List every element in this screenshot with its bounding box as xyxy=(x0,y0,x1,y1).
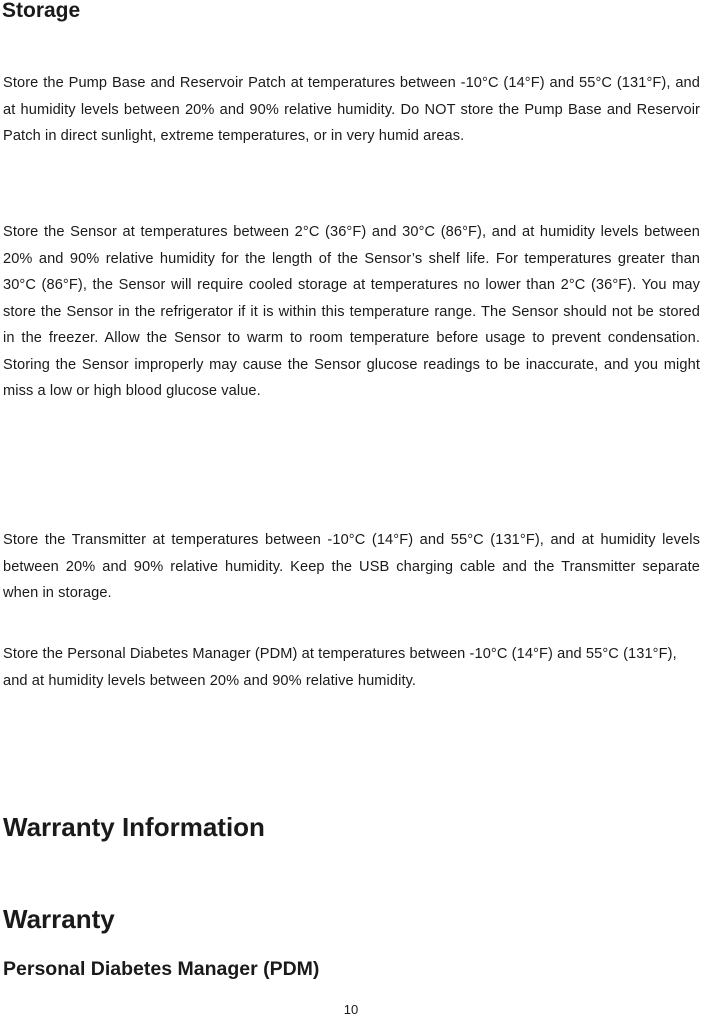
pdm-storage-paragraph: Store the Personal Diabetes Manager (PDM) at temperatures between -10°C (14°F) and 55°C (131°F), and at humidity levels between 20% and 90% relative humidity. xyxy=(3,646,677,689)
warranty-heading: Warranty xyxy=(3,904,115,934)
warranty-information-heading: Warranty Information xyxy=(3,812,265,842)
pump-base-storage-paragraph: Store the Pump Base and Reservoir Patch at temperatures between -10°C (14°F) and 55°C (131°F), and at humidity levels between 20% and 90% relative humidity. Do NOT store the Pump Base and Reservoir Patch in direct sunlight, extreme temperatures, or in very humid areas. xyxy=(3,75,700,144)
page-number: 10 xyxy=(343,1002,359,1017)
pdm-subheading: Personal Diabetes Manager (PDM) xyxy=(3,958,320,980)
storage-heading: Storage xyxy=(2,0,81,22)
transmitter-storage-paragraph: Store the Transmitter at temperatures between -10°C (14°F) and 55°C (131°F), and at humidity levels between 20% and 90% relative humidity. Keep the USB charging cable and the Transmitter separate when in storage. xyxy=(3,532,700,601)
sensor-storage-paragraph: Store the Sensor at temperatures between 2°C (36°F) and 30°C (86°F), and at humidity levels between 20% and 90% relative humidity for the length of the Sensor’s shelf life. For temperatures greater than 30°C (86°F), the Sensor will require cooled storage at temperatures no lower than 2°C (36°F). You may store the Sensor in the refrigerator if it is within this temperature range. The Sensor should not be stored in the freezer. Allow the Sensor to warm to room temperature before usage to prevent condensation. Storing the Sensor improperly may cause the Sensor glucose readings to be inaccurate, and you might miss a low or high blood glucose value. xyxy=(3,224,700,399)
